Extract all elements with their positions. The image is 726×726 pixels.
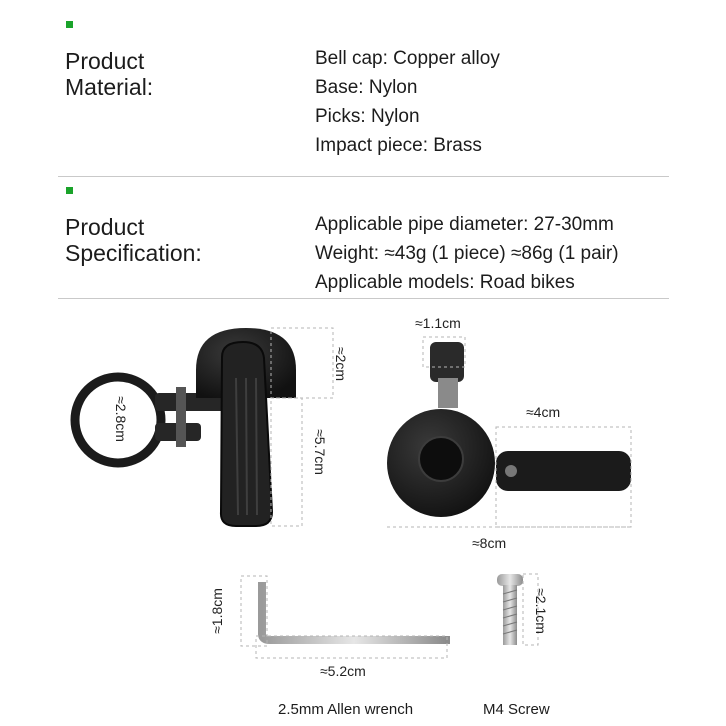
specification-item: Applicable pipe diameter: 27-30mm: [315, 214, 614, 235]
cap-height-label: ≈2cm: [333, 346, 350, 382]
material-heading-line1: Product: [65, 48, 145, 74]
material-item: Impact piece: Brass: [315, 135, 482, 156]
material-item: Bell cap: Copper alloy: [315, 48, 500, 69]
body-height-guide: [271, 398, 302, 526]
material-item: Base: Nylon: [315, 77, 418, 98]
clamp-diameter-label: ≈2.8cm: [112, 396, 129, 442]
screw-caption: M4 Screw: [483, 701, 550, 718]
wrench-caption: 2.5mm Allen wrench: [278, 701, 414, 718]
body-height-label: ≈5.7cm: [311, 429, 328, 475]
allen-wrench: [262, 586, 446, 640]
specification-heading-line1: Product: [65, 214, 145, 240]
bell-side-view: [75, 328, 296, 526]
clamp-width-label: ≈4cm: [526, 404, 561, 420]
wrench-length-label: ≈5.2cm: [320, 663, 366, 679]
bell-front-view: [387, 342, 631, 517]
material-heading-line2: Material:: [65, 74, 154, 100]
m4-screw: [497, 574, 523, 645]
front-lever: [430, 342, 464, 382]
specification-item: Weight: ≈43g (1 piece) ≈86g (1 pair): [315, 243, 619, 264]
specification-heading-line2: Specification:: [65, 240, 202, 266]
specification-item: Applicable models: Road bikes: [315, 272, 575, 293]
wrench-height-label: ≈1.8cm: [208, 588, 225, 634]
total-width-label: ≈8cm: [472, 535, 507, 551]
material-item: Picks: Nylon: [315, 106, 420, 127]
lever-width-label: ≈1.1cm: [415, 315, 461, 331]
screw-length-label: ≈2.1cm: [532, 588, 549, 634]
